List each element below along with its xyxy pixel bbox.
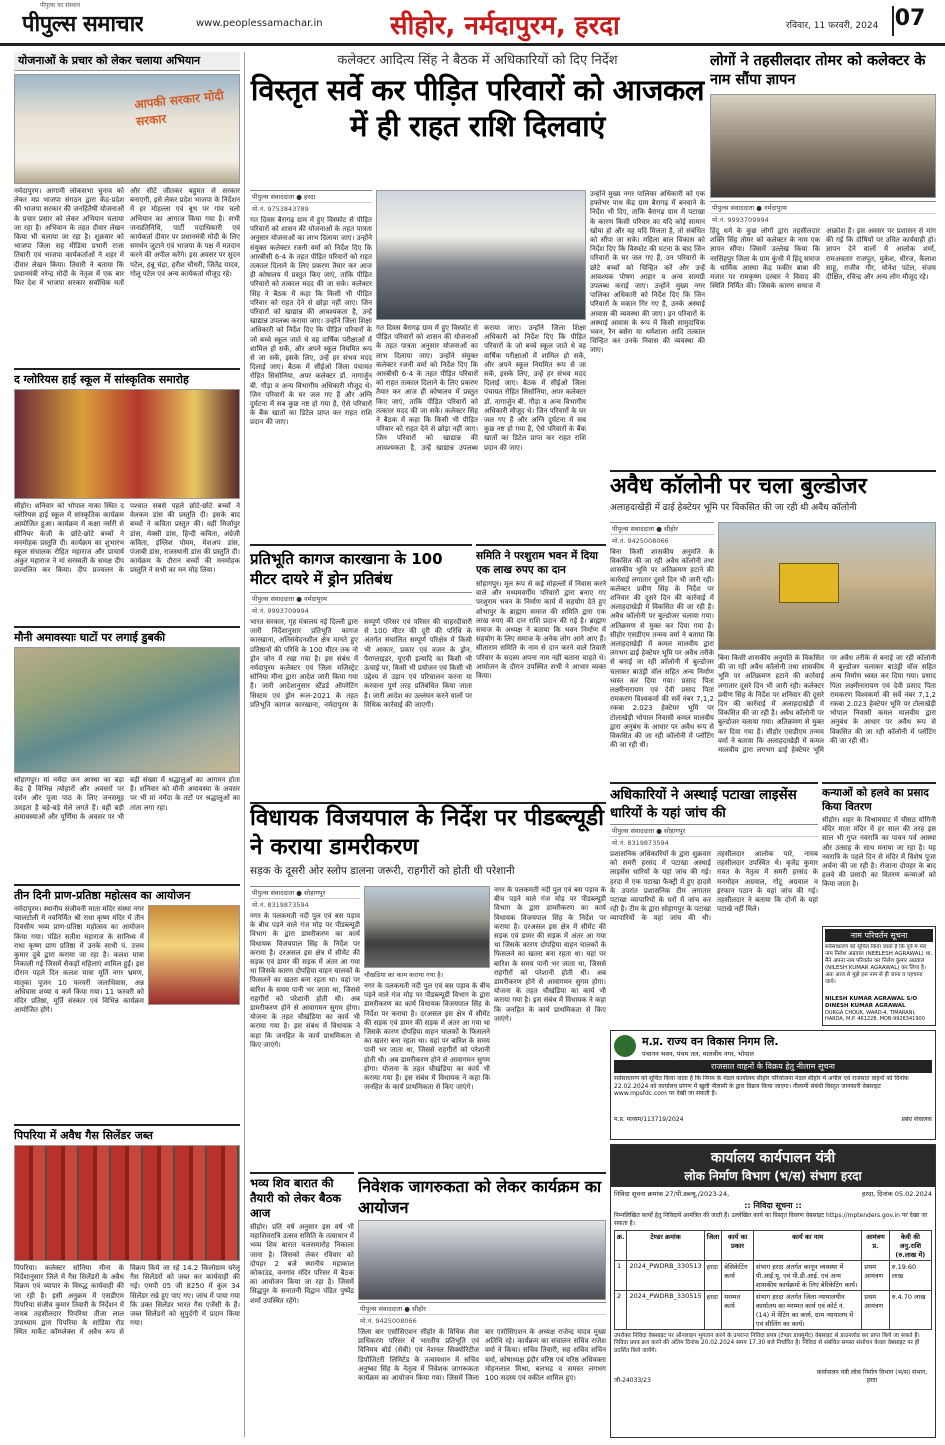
body: प्रशासनिक अधिकारियों के द्वारा शुक्रवार को समरी हरसंद में पटाखा अस्थाई लाइसेंस धारियों के यहां जांच की गई। हरदा में एक पटाखा फैक्ट्री में हुए हादसे के उपरांत प्रशासनिक टीम लगातार पटाखा व्यापारियों के घरों में जांच कर रही है। टीम के द्वारा सोहागपुर के पटाखा व्यापारियों के यहां जांच की थी। तहसीलदार आलोक पारे, नायब तहसीलदार उपस्थित थे। बृजेंद्र कुमार रावत के नेतृत्व में समरी हरसंद के मनमोहन अग्रवाल, गोटू अग्रवाल व इरफान पठान के यहां जांच की गई। तहसीलदार ने बताया कि दोनों के यहां पटाखे नहीं मिले। <box>610 850 818 923</box>
body: हिंदू धर्म के कुछ लोगों द्वारा तहसीलदार शक्ति सिंह तोमर को कलेक्टर के नाम एक ज्ञापन सौंपा। जिसमें उल्लेख किया कि नरसिंहपुर जिला के ग्राम कुंभी में हिंदू समाज के धार्मिक आस्था केंद्र फकीर बाबा की मजार पर रामकृष्ण दरबार ने विवाद की स्थिति निर्मित की। जिसके कारण समाज में आक्रोश है। इस अवसर पर प्रशासन से मांग की गई कि दोषियों पर उचित कार्यवाही हो। ज्ञापन देने वालों में आलोक शर्मा, रामअवतार राजपूत, मुकेश, धीरज, कैलाश साहू, राजीव गौर, मोनेश पटेल, संजय दीक्षित, रविन्द्र और अन्य लोग मौजूद रहे। <box>710 227 936 291</box>
headline: विधायक विजयपाल के निर्देश पर पीडब्ल्यूडी ने कराया डामरीकरण <box>250 805 604 860</box>
mobile: मो.नं. 9753843789 <box>252 205 309 213</box>
story-parshuram <box>476 544 606 798</box>
headline: अधिकारियों ने अस्थाई पटाखा लाइसेंस धारियों के यहां जांच की <box>610 787 797 821</box>
story-bulldozer <box>610 470 936 778</box>
body-right: नगर के पलकमती नदी पुल एवं बस पड़ाव के बीच पड़ने वाले गंज मोड़ पर पीडब्ल्यूडी विभाग के द्वारा डामरीकरण का कार्य विधायक विजयपाल सिंह के निर्देश पर कराया है। दरअसल इस क्षेत्र में सीमेंट की सड़क एवं डामर की सड़क में अंतर आ गया था जिसके कारण दोपहिया वाहन चालकों के फिसलने का खतरा बना रहता था। यहां पर बारिश के समय पानी भर जाता था, जिससे राहगीरों को परेशानी होती थी। अब डामरीकरण होने से आवागमन सुगम होगा। योजना के तहत चौखंडिया का कार्य भी कराया गया है। इस संबंध में विधायक ने कहा कि जनहित के कार्य प्राथमिकता से किए जाएंगे। <box>494 886 606 1023</box>
body: सीहोर। शनिवार को भोपाल नाका स्थित द ग्लोरियस हाई स्कूल में सांस्कृतिक कार्यक्रम आयोजित हुआ। कार्यक्रम में कक्षा नर्सरी से सीनियर केजी के छोटे-छोटे बच्चों ने मनमोहक प्रस्तुति दी। कार्यक्रम का शुभारंभ स्कूल संचालक रोहित महाराज और प्राचार्य अंकुर महाराज ने मां सरस्वती के समक्ष दीप प्रज्वलित कर किया। दीप प्रज्वलन के पश्चात सबसे पहले छोटे-छोटे बच्चों ने वेलकम डांस की प्रस्तुति दी। इसके बाद बच्चों ने कविता प्रस्तुत की। वहीं मिर्जापुर डांस, मेक्सी डांस, हिन्दी कविता, अंग्रेजी कविता, इंग्लिश पोयम, मेशअप डांस, पंजाबी डांस, राजस्थानी डांस की प्रस्तुति दी। कार्यक्रम के दौरान बच्चों की मनमोहक प्रस्तुति ने सभी का मन मोह लिया। <box>14 502 240 575</box>
cell: संभाग हरदा अंतर्गत जिला न्यायालयीन कार्यालय का मरम्मत कार्य एवं कोर्ट नं. (14) में पेंटिंग का कार्य, ग्राम न्यायालय में एवं सीलिंग का कार्य। <box>753 1291 861 1330</box>
byline: पीपुल्स संवाददाता ● नर्मदापुरम <box>252 595 327 603</box>
photo-caption: चौखंडिया का काम कराया गया है। <box>364 971 444 979</box>
subtitle: अलाहदाखेड़ी में ढाई हेक्टेयर भूमि पर विकसित की जा रही थी अवैध कॉलोनी <box>610 503 857 513</box>
notice-address: DURGA CHOUK, WARD-4, TIMARANI, HARDA, M.P. 461228, MOB-9926341900 <box>825 1010 925 1022</box>
mobile: मो.नं. 9425008066 <box>612 537 669 545</box>
body: बिना किसी शासकीय अनुमति के विकसित की जा रही अवैध कॉलोनी तथा शासकीय भूमि पर अतिक्रमण हटाने की कार्रवाई लगातार दूसरे दिन भी जारी रही। कलेक्टर प्रवीण सिंह के निर्देश पर शनिवार की दूसरे दिन की कार्रवाई में अलाहदाखेड़ी में विकसित की जा रही है। अवैध कॉलोनी पर बुल्डोजर चलाया गया। अतिक्रमण से मुक्त कर दिया गया है। सीहोर एसडीएम तन्मय वर्मा ने बताया कि अलाहदाखेड़ी में कमल मालवीय द्वारा लगभग ढाई हेक्टेयर भूमि पर अवैध तरीके से बनाई जा रही कॉलोनी में बुल्डोजर चलाकर बाउंड्री वॉल सहित अन्य निर्माण ध्वस्त कर दिया गया। प्रसाद पिता लक्ष्मीनारायण एवं देवी प्रसाद पिता रामकरण विश्वकर्मा की सर्वे नंबर 7,1,2 रकबा 2.023 हेक्टेयर भूमि पर टोलाखेड़ी भोपाल निवासी कमल मालवीय द्वारा अनुबंध के आधार पर अवैध रूप से विकसित की जा रही कॉलोनी में प्लॉटिंग की जा रही थी। <box>610 548 714 750</box>
story-pratishtha <box>14 884 240 1120</box>
notice-head: :: निविदा सूचना :: <box>744 1201 802 1210</box>
col-header: आमंत्रण प्र. <box>862 1231 889 1261</box>
mobile: मो.नं. 8319873594 <box>612 839 669 847</box>
notice-body: सर्वसाधारण को सूचित किया जाता है कि पूर्व में मेरा नाम निलेश अग्रवाल (NEELESH AGRAWAL) था, मैंने अपना नाम परिवर्तन कर निलेश कुमार अग्रवाल (NILESH KUMAR AGRAWAL) कर लिया है। अतः आज से मुझे इस नाम से ही जाना व पहचाना जाये। <box>825 944 933 985</box>
col-header: टेण्डर क्रमांक <box>627 1231 704 1261</box>
body: भारत सरकार, गृह मंत्रालय नई दिल्ली द्वारा जारी निर्देशानुसार प्रतिभूति कागज कारखाना, अतिसंवेदनशील क्षेत्र मानते हुए प्रतिष्ठानों की परिधि के 100 मीटर तक नो ड्रोन जोन में रखा गया है। इस संबंध में नर्मदापुरम कलेक्टर एवं जिला मजिस्ट्रेट सोनिया मीना द्वारा आदेश जारी किया गया है। जारी आदेशानुसार स्टैंडर्ड ऑपरेटिंग सिस्टम एवं ड्रोन रूल-2021 के तहत प्रतिभूति कागज कारखाना, नर्मदापुरम के सम्पूर्ण परिसर एवं परिसर की चाहरदीवारी से 100 मीटर की दूरी की परिधि के अंतर्गत संचालित सम्पूर्ण परिक्षेत्र में किसी भी आकार, प्रकार एवं वजन के ड्रोन, पैराग्लाइडर, यूएवी इत्यादि का किसी भी ऊंचाई पर, किसी भी प्रयोजन एवं किसी भी उद्देश्य से उड़ान एवं परिचालन करना या करवाना पूर्ण तरह प्रतिबंधित किया जाता है। जारी आदेश का उल्लंघन करने वालों पर विधिक कार्रवाई की जाएगी। <box>250 618 472 709</box>
seminar-photo <box>358 1220 606 1300</box>
column-rule <box>244 52 245 1437</box>
headline: पिपरिया में अवैध गैस सिलेंडर जब्त <box>14 1129 153 1142</box>
story-yojana <box>14 52 240 364</box>
col-header: कार्य का नाम <box>753 1231 861 1261</box>
byline: पीपुल्स संवाददाता ● सीहोर <box>360 1305 426 1313</box>
headline: विस्तृत सर्वे कर पीड़ित परिवारों को आजकल में ही राहत राशि दिलवाएं <box>250 73 705 143</box>
story-tomar <box>710 52 936 466</box>
body: सीहोर। प्रति वर्ष अनुसार इस वर्ष भी महाशिवरात्रि उत्सव समिति के तत्वाधान में भव्य शिव बारात चलसमारोह निकाला जाना है। जिसको लेकर रविवार को दोपहर 2 बजे स्थानीय महाकाल कोकाउंड, वनगांव मंदिर परिसर में बैठक का आयोजन किया जा रहा है। जिसमें सिद्धपुर के सनातनी विद्वान पंडित पुष्पेंद्र शर्मा उपस्थित रहेंगे। <box>250 1223 354 1305</box>
body: जिला बार एसोसिएशन सीहोर के विधिक सेवा प्राधिकरण परिसर में भारतीय प्रतिभूति एवं विनिमय बोर्ड (सेबी) एवं नेशनल सिक्योरिटीज डिपॉजिटरी लिमिटेड के तत्वावधान में सचिव अनुष्का सिंह के नेतृत्व में निवेशक जागरूकता कार्यक्रम का आयोजन किया गया। जिसमें जिला बार एसोसिएशन के अध्यक्ष राजेन्द्र यादव मुख्य अतिथि रहे। कार्यक्रम का संचालन सचिव राजेश वर्मा ने किया। सचिव तिवारी, सह सचिव सचिन वर्मा, कोषाध्यक्ष इंदौर वरिष्ठ एवं वरिष्ठ अधिवक्ता मोहनलाल मिश्रा, बलभद्र व समस्त लगभग 100 सदस्य एवं वकील शामिल हुए। <box>358 1328 606 1383</box>
notice-title: नाम परिवर्तन सूचना <box>825 929 933 942</box>
story-halwa <box>822 782 936 922</box>
cell: संभाग हरदा अंतर्गत कानून व्यवस्था में पी.आई.यू. एवं पी.डी.आई. एवं अन्य शासकीय कार्यक्रमों के लिए बेरिकेटिंग कार्य। <box>753 1261 861 1291</box>
kicker: कलेक्टर आदित्य सिंह ने बैठक में अधिकारियों को दिए निर्देश <box>337 53 618 68</box>
cylinders-photo <box>14 1145 240 1261</box>
cell: रु.19.60 लाख <box>889 1261 931 1291</box>
body: सोहागपुर। मां नर्मदा जन आस्था का बड़ा केंद्र है विभिन्न त्योहारों और अवसरों पर दर्शन और पूजा पाठ के लिए जनसमूह उमड़ता है बड़े-बड़े मेले लगते हैं। वहीं बड़ी अमावस्याओं और पूर्णिमा के अवसर पर भी बड़ी संख्या में श्रद्धालुओं का आगमन होता है। शनिवार को मौनी अमावस्या के अवसर पर भी मां नर्मदा के तटों पर श्रद्धालुओं का तांता लगा रहा। <box>14 776 240 821</box>
masthead <box>0 0 945 46</box>
edition-date: रविवार, 11 फरवरी, 2024 <box>786 21 879 31</box>
tender-table <box>614 1230 932 1330</box>
notice-title: राजसात वाहनों के विक्रय हेतु नीलाम सूचना <box>614 1060 932 1073</box>
story-glorious <box>14 368 240 622</box>
headline: योजनाओं के प्रचार को लेकर चलाया अभियान <box>14 52 240 71</box>
cell: हरदा <box>704 1291 722 1330</box>
table-row <box>615 1291 932 1330</box>
org-name: म.प्र. राज्य वन विकास निगम लि. <box>642 1035 779 1048</box>
mobile: मो.नं. 9425008066 <box>360 1317 417 1325</box>
mobile: मो.नं. 9993709994 <box>252 607 309 615</box>
byline: पीपुल्स संवाददाता ● सोहागपुर <box>612 827 686 835</box>
ad-pwd-tender <box>610 1144 936 1438</box>
headline: भव्य शिव बारात की तैयारी को लेकर बैठक आज <box>250 1176 342 1220</box>
cell: रु.4.70 लाख <box>889 1291 931 1330</box>
story-lead <box>250 52 705 540</box>
col-header: कार्य का प्रकार <box>722 1231 754 1261</box>
story-mauni <box>14 626 240 880</box>
body: नगर के पलकमती नदी पुल एवं बस पड़ाव के बीच पड़ने वाले गंज मोड़ पर पीडब्ल्यूडी विभाग के द्वारा डामरीकरण का कार्य विधायक विजयपाल सिंह के निर्देश पर कराया है। दरअसल इस क्षेत्र में सीमेंट की सड़क एवं डामर की सड़क में अंतर आ गया था जिसके कारण दोपहिया वाहन चालकों के फिसलने का खतरा बना रहता था। यहां पर बारिश के समय पानी भर जाता था, जिससे राहगीरों को परेशानी होती थी। अब डामरीकरण होने से आवागमन सुगम होगा। योजना के तहत चौखंडिया का कार्य भी कराया गया है। इस संबंध में विधायक ने कहा कि जनहित के कार्य प्राथमिकता से किए जाएंगे। <box>250 912 360 1049</box>
page-number: 07 <box>892 6 926 36</box>
office-title: कार्यालय कार्यपालन यंत्री <box>710 1150 836 1166</box>
body: सीहोर। शहर के विश्रामघाट में चौसठ योगिनी मंदिर माता मंदिर में हर साल की तरह इस साल भी गुप्त नवरात्रि का पावन पर्व आस्था और उत्साह के साथ मनाया जा रहा है। यह नवरात्रि के पहले दिन से मंदिर में विशेष पूजा अर्चना की जा रही है। रोजाना दोपहर के बाद हलवे की प्रसादी का वितरण कन्याओं को किया जाता है। <box>822 816 936 889</box>
intro: निम्नलिखित कार्यों हेतु निविदायें आमंत्रित की जाती हैं। उल्लेखित कार्य का विस्तृत विवरण वेबसाइट https://mptenders.gov.in पर देखा जा सकता है। <box>614 1212 928 1227</box>
org-address: पंचानन भवन, पंचम तल, मालवीय नगर, भोपाल <box>642 1050 754 1058</box>
table-row <box>615 1261 932 1291</box>
story-drone <box>250 544 472 798</box>
road-photo <box>364 886 490 968</box>
cell: मरम्मत कार्य <box>722 1291 754 1330</box>
cell: बेसिकेटिंग कार्य <box>722 1261 754 1291</box>
headline: समिति ने परशुराम भवन में दिया एक लाख रुपए का दान <box>476 550 599 576</box>
body: नर्मदापुरम। आगामी लोकसभा चुनाव को लेकर मप्र भाजपा संगठन द्वारा केंद्र-प्रदेश की भाजपा सरकार की जनहितैषी योजनाओं के प्रचार प्रसार को लेकर अभियान चलाया जा रहा है। अभियान के तहत दीवार लेखन किया भी चलाया जा रहा है। शुक्रवार को भाजपा जिला सह मीडिया प्रभारी राजा तिवारी एवं भाजपा कार्यकर्ताओं ने शहर में दीवार लेखन किया। तिवारी ने बताया कि प्रधानमंत्री नरेन्द्र मोदी के नेतृत्व में एक बार फिर देश में भाजपा सरकार सर्वाधिक मतों और सीटें जीतकर बहुमत से सरकार बनाएगी, इसे लेकर प्रदेश भाजपा के निर्देशन में हर मोहल्ला एवं बूथ पर गांव चलो अभियान का आगाज किया गया है। सभी जनप्रतिनिधि, पार्टी पदाधिकारी एवं कार्यकर्ता दीवार पर प्रधानमंत्री मोदी के लिए समर्थन जुटाने एवं भाजपा के पक्ष में मतदान करने की अपील करेंगे। इस अवसर पर सुदन पटेल, हन्नू चंद्रा, हरीश चौधरी, जितेंद्र यादव, गोलू पटेल एवं अन्य कार्यकर्ता मौजूद रहे। <box>14 187 240 288</box>
notice-sign: प्रबंध संचालक <box>901 1116 932 1123</box>
cell: प्रथम आमंत्रण <box>862 1291 889 1330</box>
cell: 2024_PWDRB_330515 <box>627 1291 704 1330</box>
bulldozer-photo <box>718 522 936 650</box>
cell: हरदा <box>704 1261 722 1291</box>
cell: 2024_PWDRB_330513 <box>627 1261 704 1291</box>
tender-ref: निविदा सूचना क्रमांक 27/पी.डब्ल्यू./2023-24, <box>614 1190 730 1198</box>
idol-photo <box>148 905 240 1005</box>
story-shiv <box>250 1172 354 1438</box>
headline: लोगों ने तहसीलदार तोमर को कलेक्टर के नाम सौंपा ज्ञापन <box>710 53 926 88</box>
name-change-notice <box>822 926 936 1026</box>
memorandum-photo <box>710 94 936 198</box>
tender-date: हरदा, दिनांक 05.02.2024 <box>861 1190 932 1198</box>
headline: अवैध कॉलोनी पर चला बुल्डोजर <box>610 474 867 499</box>
ad-van-vikas <box>610 1030 936 1140</box>
story-patakha <box>610 782 818 1008</box>
footer-text: उपरोक्त निविदा वेबसाइट पर ऑनलाइन भुगतान करने के उपरान्त निविदा प्रपत्र (टेण्डर डाक्यूमेंट) वेबसाइट से डाउनलोड कर प्राप्त किये जा सकते हैं। निविदा प्रपत्र क्रय करने की अंतिम दिनांक 20.02.2024 समय 17.30 बजे निर्धारित है। निविदा से संबंधित समस्त संशोधन केवल वेबसाइट पर ही प्रदर्शित किये जायेंगे। <box>614 1333 920 1354</box>
mobile: मो.नं. 9993709994 <box>712 216 769 224</box>
ad-sign: कार्यपालन यंत्री लोक निर्माण विभाग (भ/स) संभाग, हरदा <box>816 1369 928 1385</box>
van-vikas-logo-icon <box>614 1035 636 1057</box>
byline: पीपुल्स संवाददाता ● सीहोर <box>612 525 678 533</box>
notice-code: म.प्र. माध्यम/113719/2024 <box>614 1116 684 1123</box>
body-continued: बिना किसी शासकीय अनुमति के विकसित की जा रही अवैध कॉलोनी तथा शासकीय भूमि पर अतिक्रमण हटाने की कार्रवाई लगातार दूसरे दिन भी जारी रही। कलेक्टर प्रवीण सिंह के निर्देश पर शनिवार की दूसरे दिन की कार्रवाई में अलाहदाखेड़ी में विकसित की जा रही है। अवैध कॉलोनी पर बुल्डोजर चलाया गया। अतिक्रमण से मुक्त कर दिया गया है। सीहोर एसडीएम तन्मय वर्मा ने बताया कि अलाहदाखेड़ी में कमल मालवीय द्वारा लगभग ढाई हेक्टेयर भूमि पर अवैध तरीके से बनाई जा रही कॉलोनी में बुल्डोजर चलाकर बाउंड्री वॉल सहित अन्य निर्माण ध्वस्त कर दिया गया। प्रसाद पिता लक्ष्मीनारायण एवं देवी प्रसाद पिता रामकरण विश्वकर्मा की सर्वे नंबर 7,1,2 रकबा 2.023 हेक्टेयर भूमि पर टोलाखेड़ी भोपाल निवासी कमल मालवीय द्वारा अनुबंध के आधार पर अवैध रूप से विकसित की जा रही कॉलोनी में प्लॉटिंग की जा रही थी। <box>718 654 936 755</box>
byline: पीपुल्स संवाददाता ● सोहागपुर <box>252 889 326 897</box>
headline: प्रतिभूति कागज कारखाना के 100 मीटर दायरे में ड्रोन प्रतिबंध <box>250 550 443 588</box>
story-gas <box>14 1124 240 1436</box>
body: सोहागपुर। मूल रूप से कई मोहल्लों में निवास करने वाले और मध्यमवर्गीय परिवारों द्वारा बनाए गए परशुराम भवन के निर्माण कार्य में सहयोग देते हुए शोभापुर के ब्राह्मण समाज की समिति द्वारा एक लाख रुपए की दान राशि प्रदान की गई है। ब्राह्मण समाज के अध्यक्ष ने बताया कि भवन निर्माण में सहयोग के लिए समाज के अनेक लोग आगे आए हैं। सीताराम समिति के नाम से दान करने वाले तिवारी परिवार के सदस्य अपना नाम नहीं बताना चाहते थे। आयोजन के दौरान उपस्थित सभी ने आभार व्यक्त किया। <box>476 580 606 681</box>
notice-body: सर्वसाधारण को सूचित किया जाता है कि निगम के मंडल कार्यालय सीहोर परियोजना मंडल सीहोर में अपील एवं राजसात वाहनों को दिनांक 22.02.2024 को कार्यालय प्रांगण में खुली नीलामी के द्वारा विक्रय किया जाएगा। नीलामी संबंधी विस्तृत जानकारी वेबसाइट www.mpsfdc.com पर देखी जा सकती है। <box>614 1075 909 1098</box>
col-header: केवी की अनु.राशि (रु.लाख में) <box>889 1231 931 1261</box>
body-continued: गत दिवस बैरागढ़ ग्राम में हुए विस्फोट से पीड़ित परिवारों को शासन की योजनाओं के तहत पात्रता अनुसार योजनाओं का लाभ दिलाया जाए। उन्होंने संयुक्त कलेक्टर रजनी वर्मा को निर्देश दिए कि आरबीसी 6-4 के तहत पीड़ित परिवारों को राहत तत्काल दिलाने के लिए प्रकरण तैयार कर आज ही कोषालय में प्रस्तुत किए जाएं, ताकि पीड़ित परिवारों को तत्काल मदद की जा सके। कलेक्टर सिंह ने बैठक में कहा कि किसी भी पीड़ित परिवार को राहत देने से छोड़ा नहीं जाए। जिन परिवारों को खाद्यान्न की आवश्यकता है, उन्हें खाद्यान्न उपलब्ध कराया जाए। उन्होंने जिला शिक्षा अधिकारी को निर्देश दिए कि पीड़ित परिवारों के जो बच्चे स्कूल जाते थे वह वार्षिक परीक्षाओं में शामिल हो सकें, और अपने स्कूल नियमित रूप से जा सकें, इसके लिए, उन्हें हर संभव मदद दिलाई जाए। बैठक में सीईओ जिला पंचायत रोहित सिसोनिया, अपर कलेक्टर डॉ. नागार्जुन बी. गौड़ा व अन्य विभागीय अधिकारी मौजूद थे। जिन परिवारों के घर जल गए हैं और अग्नि दुर्घटना में सब कुछ नष्ट हो गया है, ऐसे परिवारों के बैंक खातों का डिटेल प्राप्त कर राहत राशि प्रदान की जाए। <box>376 324 586 452</box>
headline: निवेशक जागरुकता को लेकर कार्यक्रम का आयोजन <box>358 1177 602 1217</box>
jcb-icon <box>779 563 839 603</box>
body: गत दिवस बैरागढ़ ग्राम में हुए विस्फोट से पीड़ित परिवारों को शासन की योजनाओं के तहत पात्रता अनुसार योजनाओं का लाभ दिलाया जाए। उन्होंने संयुक्त कलेक्टर रजनी वर्मा को निर्देश दिए कि आरबीसी 6-4 के तहत पीड़ित परिवारों को राहत तत्काल दिलाने के लिए प्रकरण तैयार कर आज ही कोषालय में प्रस्तुत किए जाएं, ताकि पीड़ित परिवारों को तत्काल मदद की जा सके। कलेक्टर सिंह ने बैठक में कहा कि किसी भी पीड़ित परिवार को राहत देने से छोड़ा नहीं जाए। जिन परिवारों को खाद्यान्न की आवश्यकता है, उन्हें खाद्यान्न उपलब्ध कराया जाए। उन्होंने जिला शिक्षा अधिकारी को निर्देश दिए कि पीड़ित परिवारों के जो बच्चे स्कूल जाते थे वह वार्षिक परीक्षाओं में शामिल हो सकें, और अपने स्कूल नियमित रूप से जा सकें, इसके लिए, उन्हें हर संभव मदद दिलाई जाए। बैठक में सीईओ जिला पंचायत रोहित सिसोनिया, अपर कलेक्टर डॉ. नागार्जुन बी. गौड़ा व अन्य विभागीय अधिकारी मौजूद थे। जिन परिवारों के घर जल गए हैं और अग्नि दुर्घटना में सब कुछ नष्ट हो गया है, ऐसे परिवारों के बैंक खातों का डिटेल प्राप्त कर राहत राशि प्रदान की जाए। <box>250 216 372 427</box>
byline: पीपुल्स संवाददाता ● नर्मदापुरम <box>712 204 787 212</box>
col-header: जिला <box>704 1231 722 1261</box>
cell: प्रथम आमंत्रण <box>862 1261 889 1291</box>
mobile: मो.नं. 8319873594 <box>252 901 309 909</box>
cell: 1 <box>615 1261 627 1291</box>
col-header: क्र. <box>615 1231 627 1261</box>
headline: द ग्लोरियस हाई स्कूल में सांस्कृतिक समारोह <box>14 373 189 386</box>
byline: पीपुल्स संवाददाता ● हरदा <box>252 193 316 201</box>
region-title: सीहोर, नर्मदापुरम, हरदा <box>390 11 620 41</box>
meeting-photo <box>376 190 586 320</box>
ghat-photo <box>14 647 240 773</box>
wall-slogan: आपकी सरकार मोदी सरकार <box>133 88 225 129</box>
body-right: उन्होंने मुख्य नगर पालिका अधिकारी को एक हफ्तेभर पाथ केंद्र ग्राम बैरागढ़ में बनवाने के निर्देश भी दिए, ताकि बैरागढ़ ग्राम में पटाखा के कारण किसी परिवार का यदि कोई सामान खोया हो और वह यदि मिलता है, तो संबंधित को सौंपा जा सके। महिला बाल विकास को निर्देश दिए कि विस्फोट की घटना के बाद जिन परिवारों के घर जल गए हैं, उन परिवारों के छोटे बच्चों को चिन्हित करें और उन्हें आवश्यक पोषण आहार व अन्य सामग्री उपलब्ध कराई जाए। उन्होंने मुख्य नगर पालिका अधिकारी को निर्देश दिए कि जिन परिवारों के मकान गिर गए हैं, उनके अस्थाई आवास की व्यवस्था की जाए। इन परिवारों के अस्थाई आवास के रूप में किसी सामुदायिक भवन, रैन बसेरा या धर्मशाला आदि तत्काल चिन्हित कर उनके निवास की व्यवस्था की जाए। <box>590 190 705 355</box>
headline: मौनी अमावस्याः घाटों पर लगाई डुबकी <box>14 631 166 644</box>
logo-tagline: पीपुल्स का संस्थान <box>40 2 81 9</box>
body: नर्मदापुरम। स्थानीय संजीवनी माता मंदिर संस्था नगर ग्वालटोली में नवनिर्मित श्री राधा कृष्ण मंदिर में तीन दिवसीय भव्य प्राण-प्रतिष्ठा महोत्सव का आयोजन किया गया। पंडित सतीश महाराज के सानिध्य में राधा कृष्ण प्राण प्रतिष्ठा में उनके साथी पं. उत्तम कुमार दुबे द्वारा कराया जा रहा है। कलश यात्रा निकाली गई जिसमें सैकड़ों महिलाएं शामिल हुईं। इस दौरान पहले दिन कलश यात्रा मूर्ति नगर भ्रमण, मातृका पूजन 10 फरवरी जलाधिवास, अन्न अधिवास शय्या व कर्म किया गया। 11 फरवरी को मंदिर प्रतिष्ठा, मूर्ति संस्कार एवं विभिन्न कार्यक्रम आयोजित होंगे। <box>14 905 144 1015</box>
subtitle: सड़क के दूसरी ओर स्लोप डालना जरूरी, राहगीरों को होती थी परेशानी <box>250 865 515 877</box>
ad-code: जी-24033/23 <box>614 1377 651 1385</box>
wall-writing-photo <box>14 74 240 184</box>
logo: पीपुल्स समाचार <box>22 12 144 37</box>
students-dance-photo <box>14 389 240 499</box>
story-vijaypal <box>250 802 606 1168</box>
body-continued: नगर के पलकमती नदी पुल एवं बस पड़ाव के बीच पड़ने वाले गंज मोड़ पर पीडब्ल्यूडी विभाग के द्वारा डामरीकरण का कार्य विधायक विजयपाल सिंह के निर्देश पर कराया है। दरअसल इस क्षेत्र में सीमेंट की सड़क एवं डामर की सड़क में अंतर आ गया था जिसके कारण दोपहिया वाहन चालकों के फिसलने का खतरा बना रहता था। यहां पर बारिश के समय पानी भर जाता था, जिससे राहगीरों को परेशानी होती थी। अब डामरीकरण होने से आवागमन सुगम होगा। योजना के तहत चौखंडिया का कार्य भी कराया गया है। इस संबंध में विधायक ने कहा कि जनहित के कार्य प्राथमिकता से किए जाएंगे। <box>364 982 490 1092</box>
story-niveshak <box>358 1172 606 1438</box>
notice-signature: NILESH KUMAR AGRAWAL S/O DINESH KUMAR AGRAWAL <box>825 996 918 1009</box>
body: पिपरिया। कलेक्टर सोनिया मीना के निर्देशानुसार जिले में गैस सिलेंडरों के अवैध विक्रय एवं व्यापार के विरुद्ध कार्यवाही की जा रही है। इसी अनुक्रम में एसडीएम पिपरिया संजीव कुमार तिवारी के निर्देशन में नायब तहसीलदार पिपरिया तीजा लाल उपाध्याय द्वारा पिपरिया के सांडिया रोड स्थित मार्केट कॉम्प्लेक्स में अवैध रूप से विक्रय किये जा रहे 14.2 किलोग्राम घरेलू गैस सिलेंडरों को जब्त कर कार्यवाही की गई। एमपी 05 जी 8250 में कुल 34 सिलेंडर रखे हुए पाए गए। जांच में पाया गया कि उक्त सिलेंडर भारत गैस एजेंसी के हैं। जब्त सिलेंडरों को सुपुर्दगी में प्रदान किया गया। <box>14 1264 240 1337</box>
cell: 2 <box>615 1291 627 1330</box>
headline: तीन दिनी प्राण-प्रतिष्ठा महोत्सव का आयोजन <box>14 889 191 902</box>
website[interactable]: www.peoplessamachar.in <box>196 18 323 29</box>
headline: कन्याओं को हलवे का प्रसाद किया वितरण <box>822 787 929 813</box>
dept-title: लोक निर्माण विभाग (भ/स) संभाग हरदा <box>684 1169 862 1183</box>
